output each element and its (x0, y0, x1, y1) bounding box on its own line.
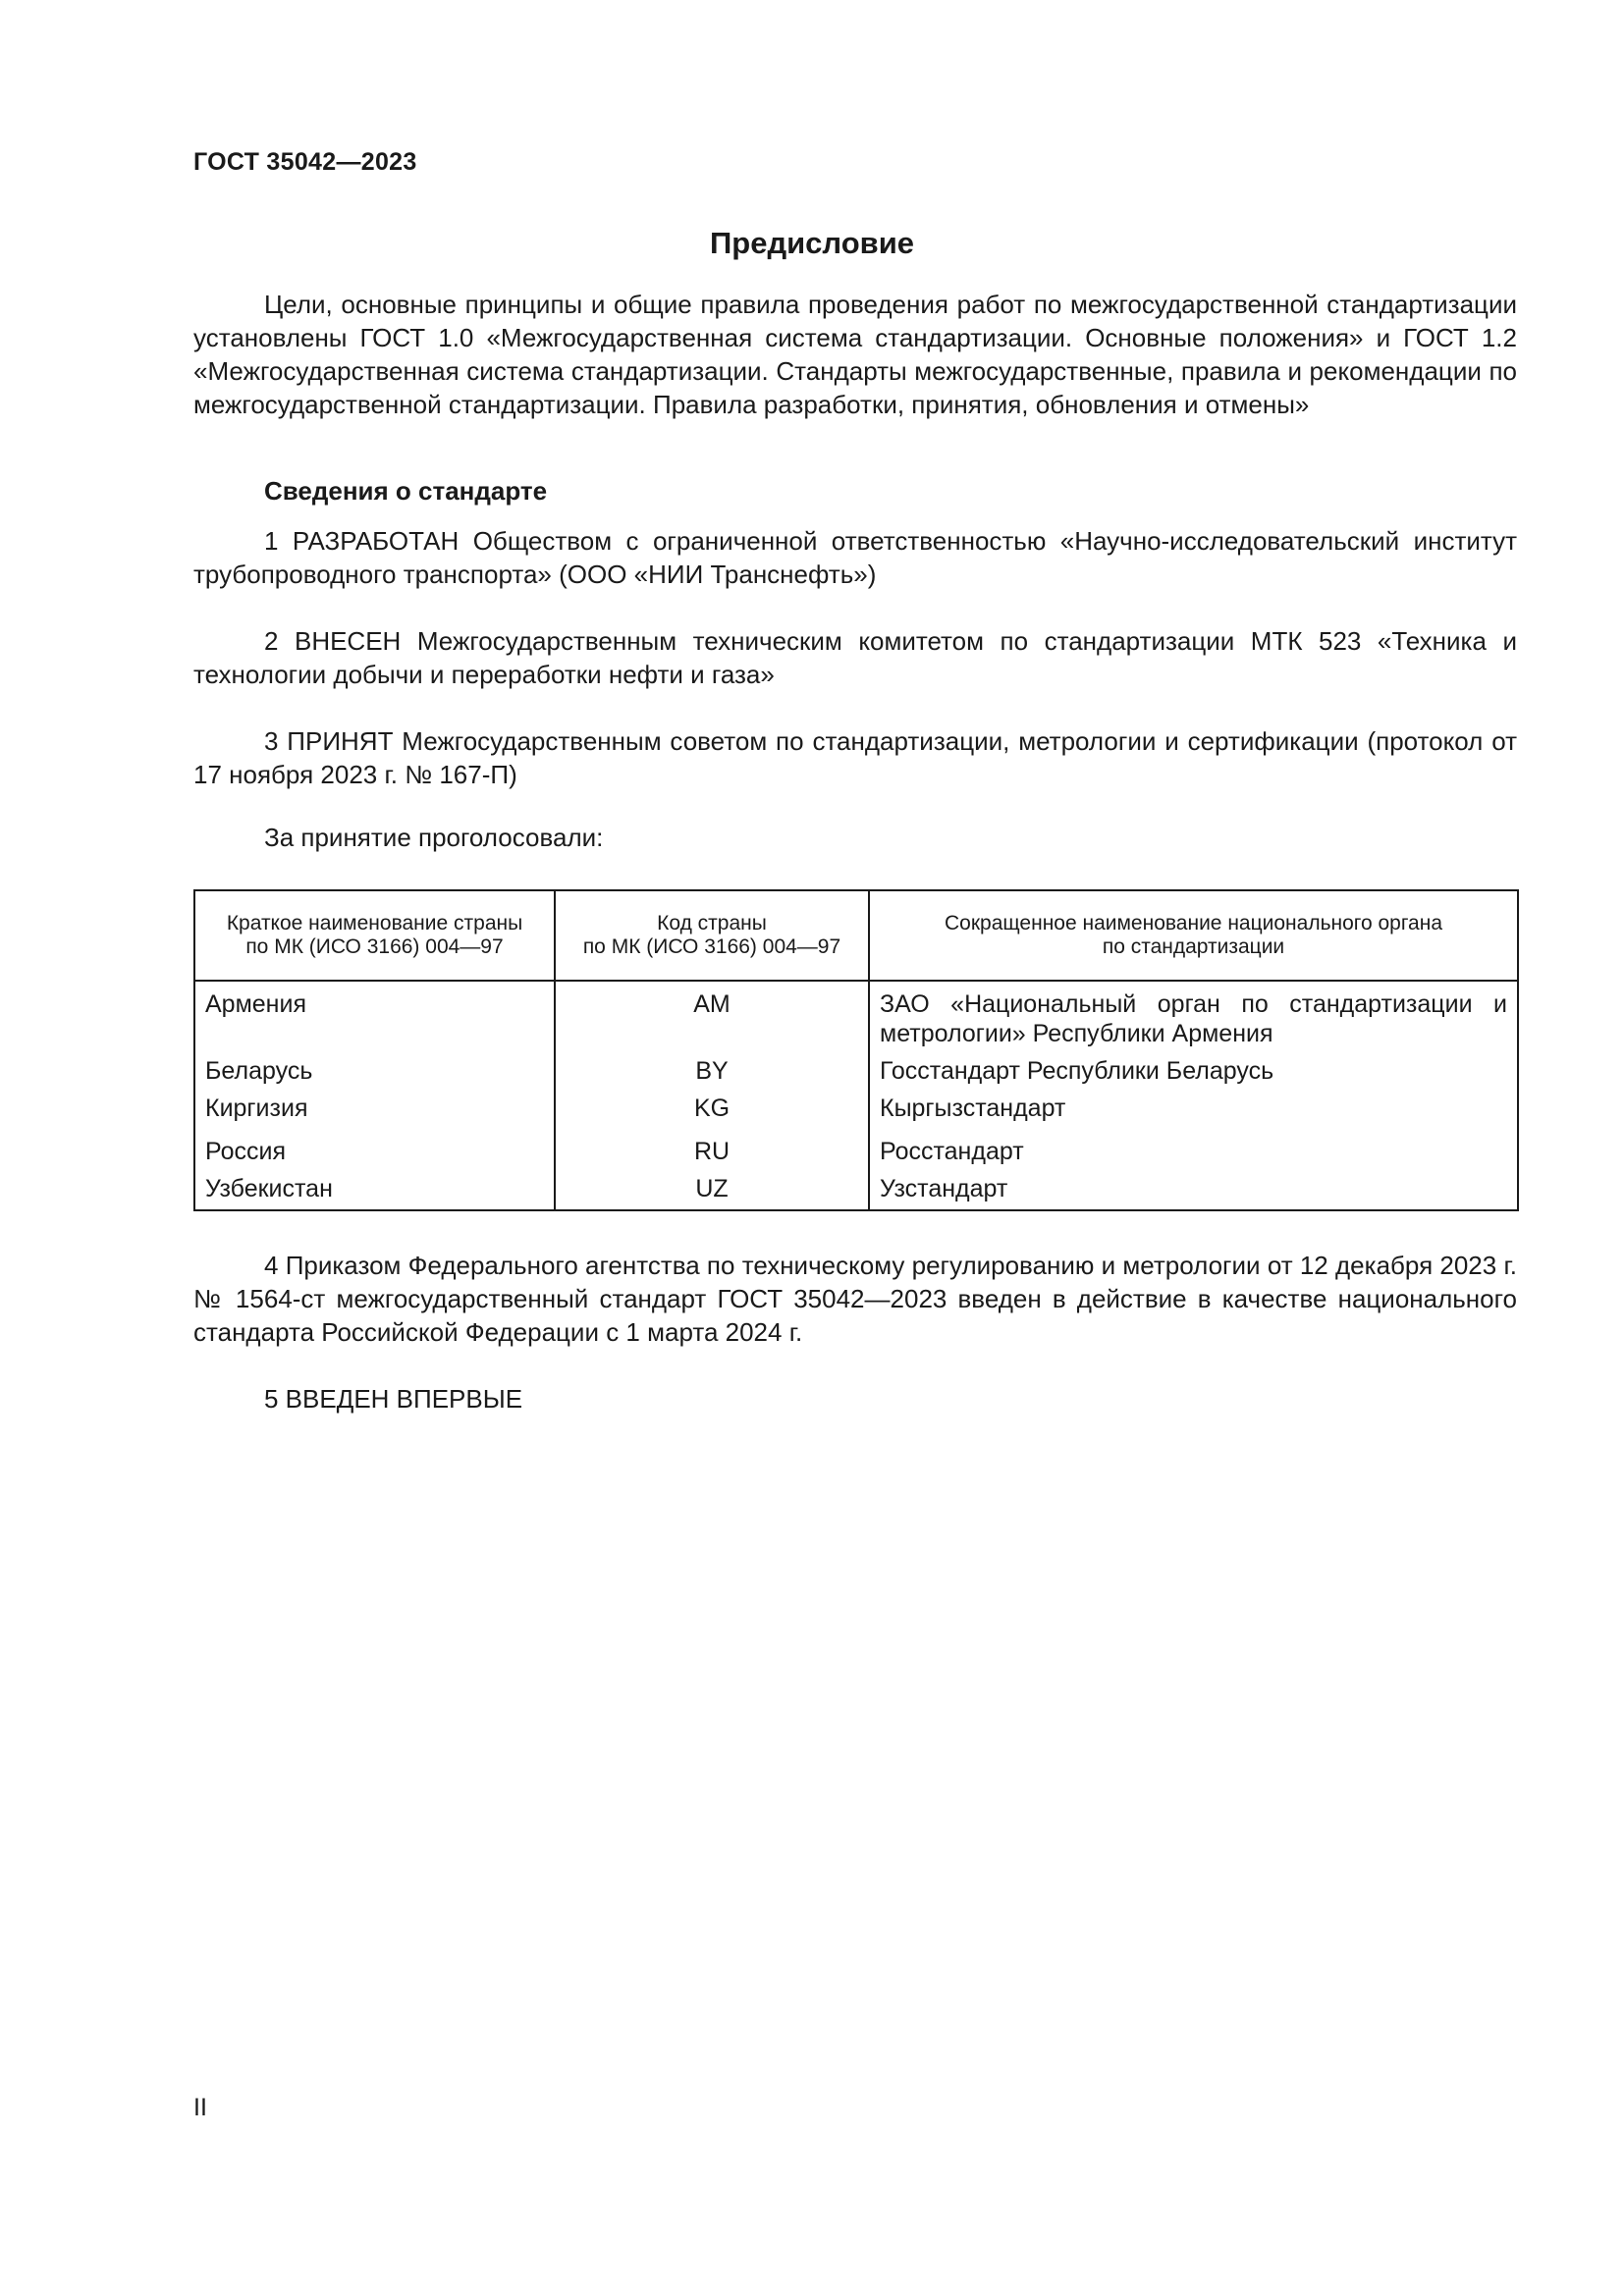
item-submitted: 2 ВНЕСЕН Межгосударственным техническим комитетом по стандартизации МТК 523 «Техника и технологии добычи и переработки нефти и газа» (193, 626, 1517, 689)
table-header-row (194, 890, 1518, 981)
cell-body: Госстандарт Республики Беларусь (869, 1052, 1518, 1090)
section-subheading: Сведения о стандарте (264, 476, 548, 506)
table-row (194, 981, 1518, 1052)
table-row (194, 1090, 1518, 1127)
header-country-code: Код страны по МК (ИСО 3166) 004—97 (555, 890, 869, 981)
item-first-introduced: 5 ВВЕДЕН ВПЕРВЫЕ (264, 1384, 523, 1414)
item-developed: 1 РАЗРАБОТАН Обществом с ограниченной ответственностью «Научно-исследовательский институт трубопроводного транспорта» (ООО «НИИ Транснефть») (193, 526, 1517, 589)
cell-code: AM (555, 981, 869, 1052)
cell-code: BY (555, 1052, 869, 1090)
voted-label: За принятие проголосовали: (264, 823, 604, 852)
document-id: ГОСТ 35042—2023 (193, 148, 417, 176)
header-national-body: Сокращенное наименование национального органа по стандартизации (869, 890, 1518, 981)
cell-code: RU (555, 1127, 869, 1170)
header-country-name: Краткое наименование страны по МК (ИСО 3166) 004—97 (194, 890, 555, 981)
intro-paragraph: Цели, основные принципы и общие правила проведения работ по межгосударственной стандартизации установлены ГОСТ 1.0 «Межгосударственная система стандартизации. Основные положения» и ГОСТ 1.2 «Межгосударственная система стандартизации. Стандарты межгосударственные, правила и рекомендации по межгосударственной стандартизации. Правила разработки, принятия, обновления и отмены» (193, 290, 1517, 419)
cell-country: Киргизия (194, 1090, 555, 1127)
cell-body: ЗАО «Национальный орган по стандартизации и метрологии» Республики Армения (869, 981, 1518, 1052)
cell-country: Беларусь (194, 1052, 555, 1090)
table-row (194, 1170, 1518, 1210)
cell-code: KG (555, 1090, 869, 1127)
cell-code: UZ (555, 1170, 869, 1210)
cell-country: Узбекистан (194, 1170, 555, 1210)
item-adopted: 3 ПРИНЯТ Межгосударственным советом по стандартизации, метрологии и сертификации (протокол от 17 ноября 2023 г. № 167-П) (193, 726, 1517, 789)
page-title: Предисловие (709, 226, 914, 260)
cell-body: Кыргызстандарт (869, 1090, 1518, 1127)
voting-table (193, 889, 1519, 1211)
item-enacted: 4 Приказом Федерального агентства по техническому регулированию и метрологии от 12 декабря 2023 г. № 1564-ст межгосударственный стандарт ГОСТ 35042—2023 введен в действие в качестве национального стандарта Российской Федерации с 1 марта 2024 г. (193, 1251, 1517, 1347)
cell-body: Росстандарт (869, 1127, 1518, 1170)
cell-body: Узстандарт (869, 1170, 1518, 1210)
table-row (194, 1052, 1518, 1090)
cell-country: Россия (194, 1127, 555, 1170)
page-number: II (193, 2094, 207, 2121)
cell-country: Армения (194, 981, 555, 1052)
table-row (194, 1127, 1518, 1170)
